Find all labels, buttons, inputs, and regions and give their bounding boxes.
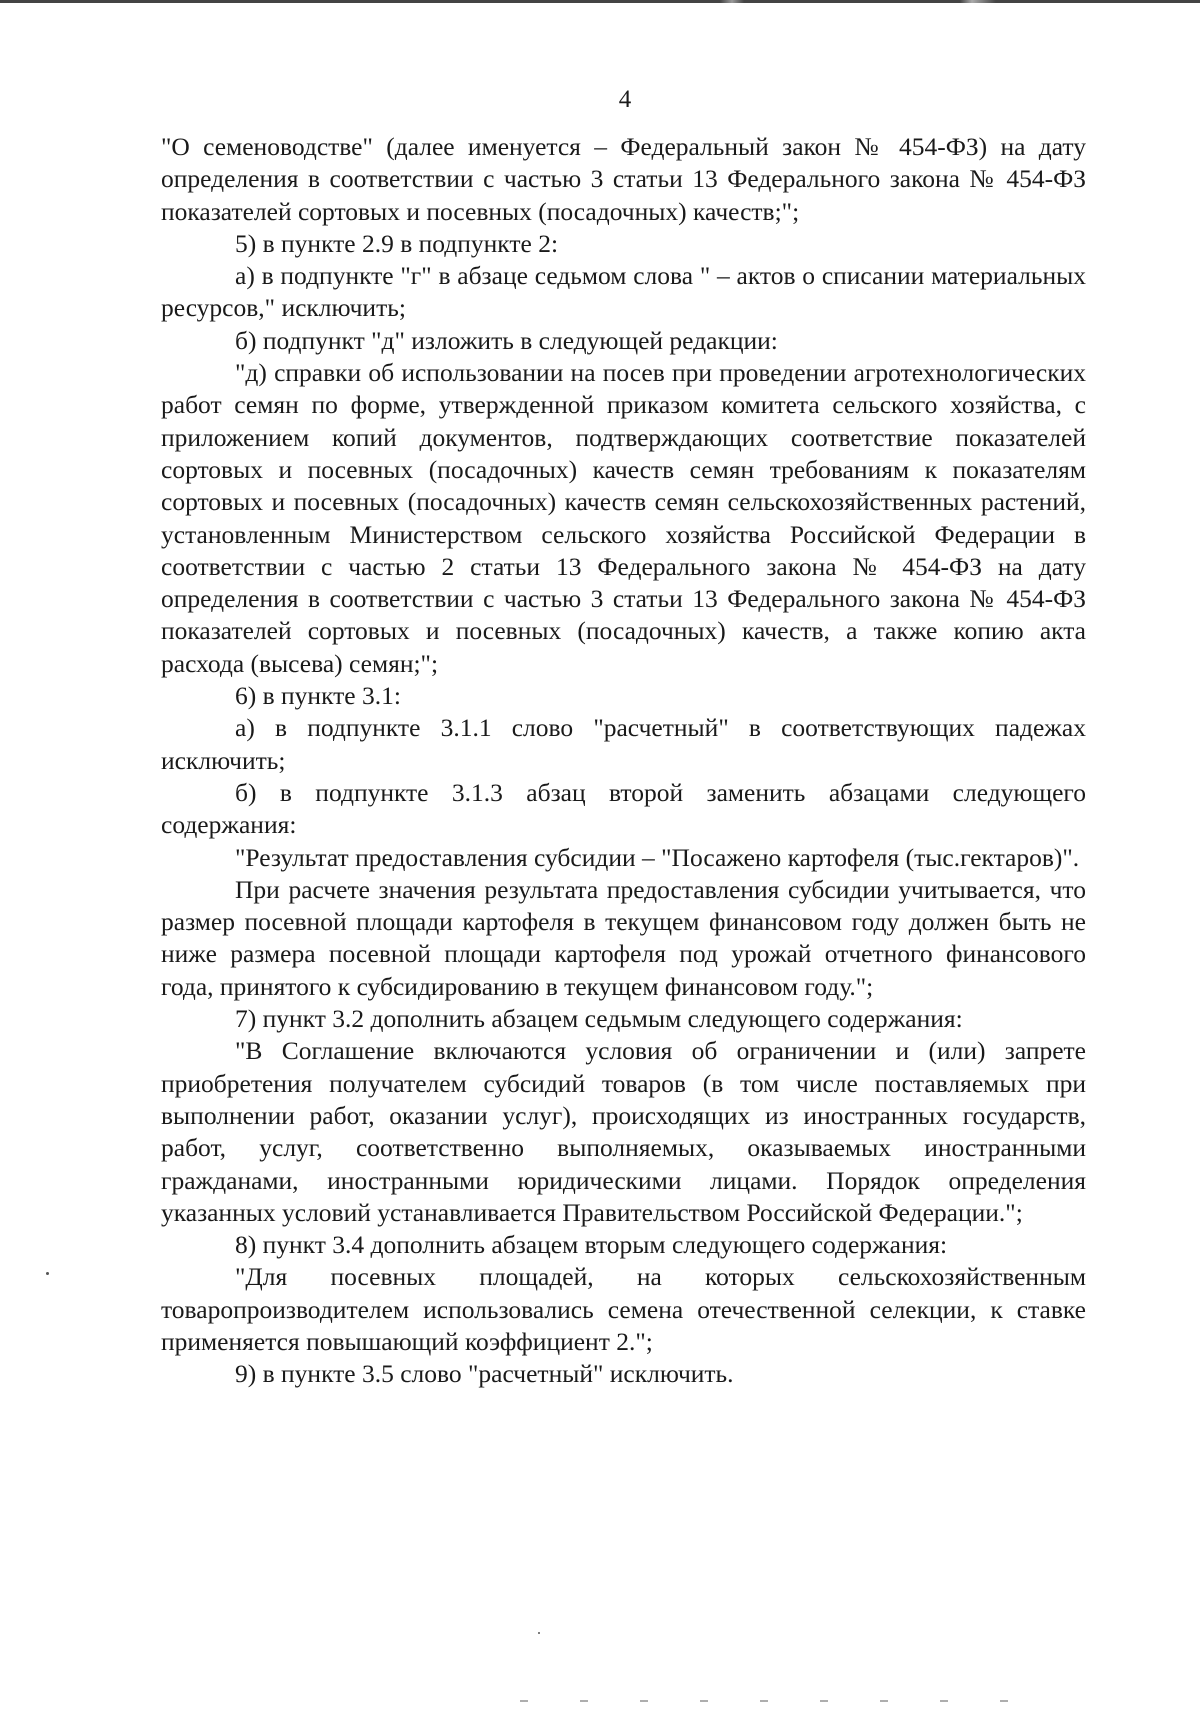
paragraph-item-5b: б) подпункт "д" изложить в следующей редакции: xyxy=(235,325,778,355)
paragraph-coefficient: "Для посевных площадей, на которых сельскохозяйственным товаропроизводителем использовались семена отечественной селекции, к ставке применяется повышающий коэффициент 2."; xyxy=(161,1262,1086,1356)
paragraph-item-5: 5) в пункте 2.9 в подпункте 2: xyxy=(235,228,559,258)
paragraph-item-6a: а) в подпункте 3.1.1 слово "расчетный" в соответствующих падежах исключить; xyxy=(161,713,1086,775)
paragraph-item-5a: а) в подпункте "г" в абзаце седьмом слова " – актов о списании материальных ресурсов," исключить; xyxy=(161,261,1086,323)
paragraph-agreement: "В Соглашение включаются условия об ограничении и (или) запрете приобретения получателем субсидий товаров (в том числе поставляемых при выполнении работ, оказании услуг), происходящих из иностранных государств, работ, услуг, соответственно выполняемых, оказываемых иностранными гражданами, иностранными юридическими лицами. Порядок определения указанных условий устанавливается Правительством Российской Федерации."; xyxy=(161,1036,1086,1227)
paragraph-continuation: "О семеноводстве" (далее именуется – Федеральный закон № 454-ФЗ) на дату определения в соответствии с частью 3 статьи 13 Федерального закона № 454-ФЗ показателей сортовых и посевных (посадочных) качеств;"; xyxy=(161,132,1086,226)
page-number: 4 xyxy=(618,86,632,113)
bottom-scan-marks xyxy=(520,1700,1040,1702)
document-body xyxy=(161,131,1086,1391)
paragraph-calculation: При расчете значения результата предоставления субсидии учитывается, что размер посевной площади картофеля в текущем финансовом году должен быть не ниже размера посевной площади картофеля под урожай отчетного финансового года, принятого к субсидированию в текущем финансовом году."; xyxy=(161,874,1086,1001)
paragraph-subitem-d: "д) справки об использовании на посев при проведении агротехнологических работ семян по форме, утвержденной приказом комитета сельского хозяйства, с приложением копий документов, подтверждающих соответствие показателей сортовых и посевных (посадочных) качеств семян требованиям к показателям сортовых и посевных (посадочных) качеств семян сельскохозяйственных растений, установленным Министерством сельского хозяйства Российской Федерации в соответствии с частью 2 статьи 13 Федерального закона № 454-ФЗ на дату определения в соответствии с частью 3 статьи 13 Федерального закона № 454-ФЗ показателей сортовых и посевных (посадочных) качеств, а также копию акта расхода (высева) семян;"; xyxy=(161,358,1086,678)
paragraph-item-6b: б) в подпункте 3.1.3 абзац второй заменить абзацами следующего содержания: xyxy=(161,777,1086,840)
scan-speck xyxy=(46,1272,49,1275)
paragraph-item-6: 6) в пункте 3.1: xyxy=(235,681,401,711)
scan-speck xyxy=(538,1632,540,1634)
paragraph-result: "Результат предоставления субсидии – "Посажено картофеля (тыс.гектаров)". xyxy=(235,842,1080,872)
top-scan-border xyxy=(0,0,1200,3)
paragraph-item-8: 8) пункт 3.4 дополнить абзацем вторым следующего содержания: xyxy=(235,1230,948,1260)
paragraph-item-9: 9) в пункте 3.5 слово "расчетный" исключить. xyxy=(235,1359,734,1389)
paragraph-item-7: 7) пункт 3.2 дополнить абзацем седьмым следующего содержания: xyxy=(235,1004,963,1034)
